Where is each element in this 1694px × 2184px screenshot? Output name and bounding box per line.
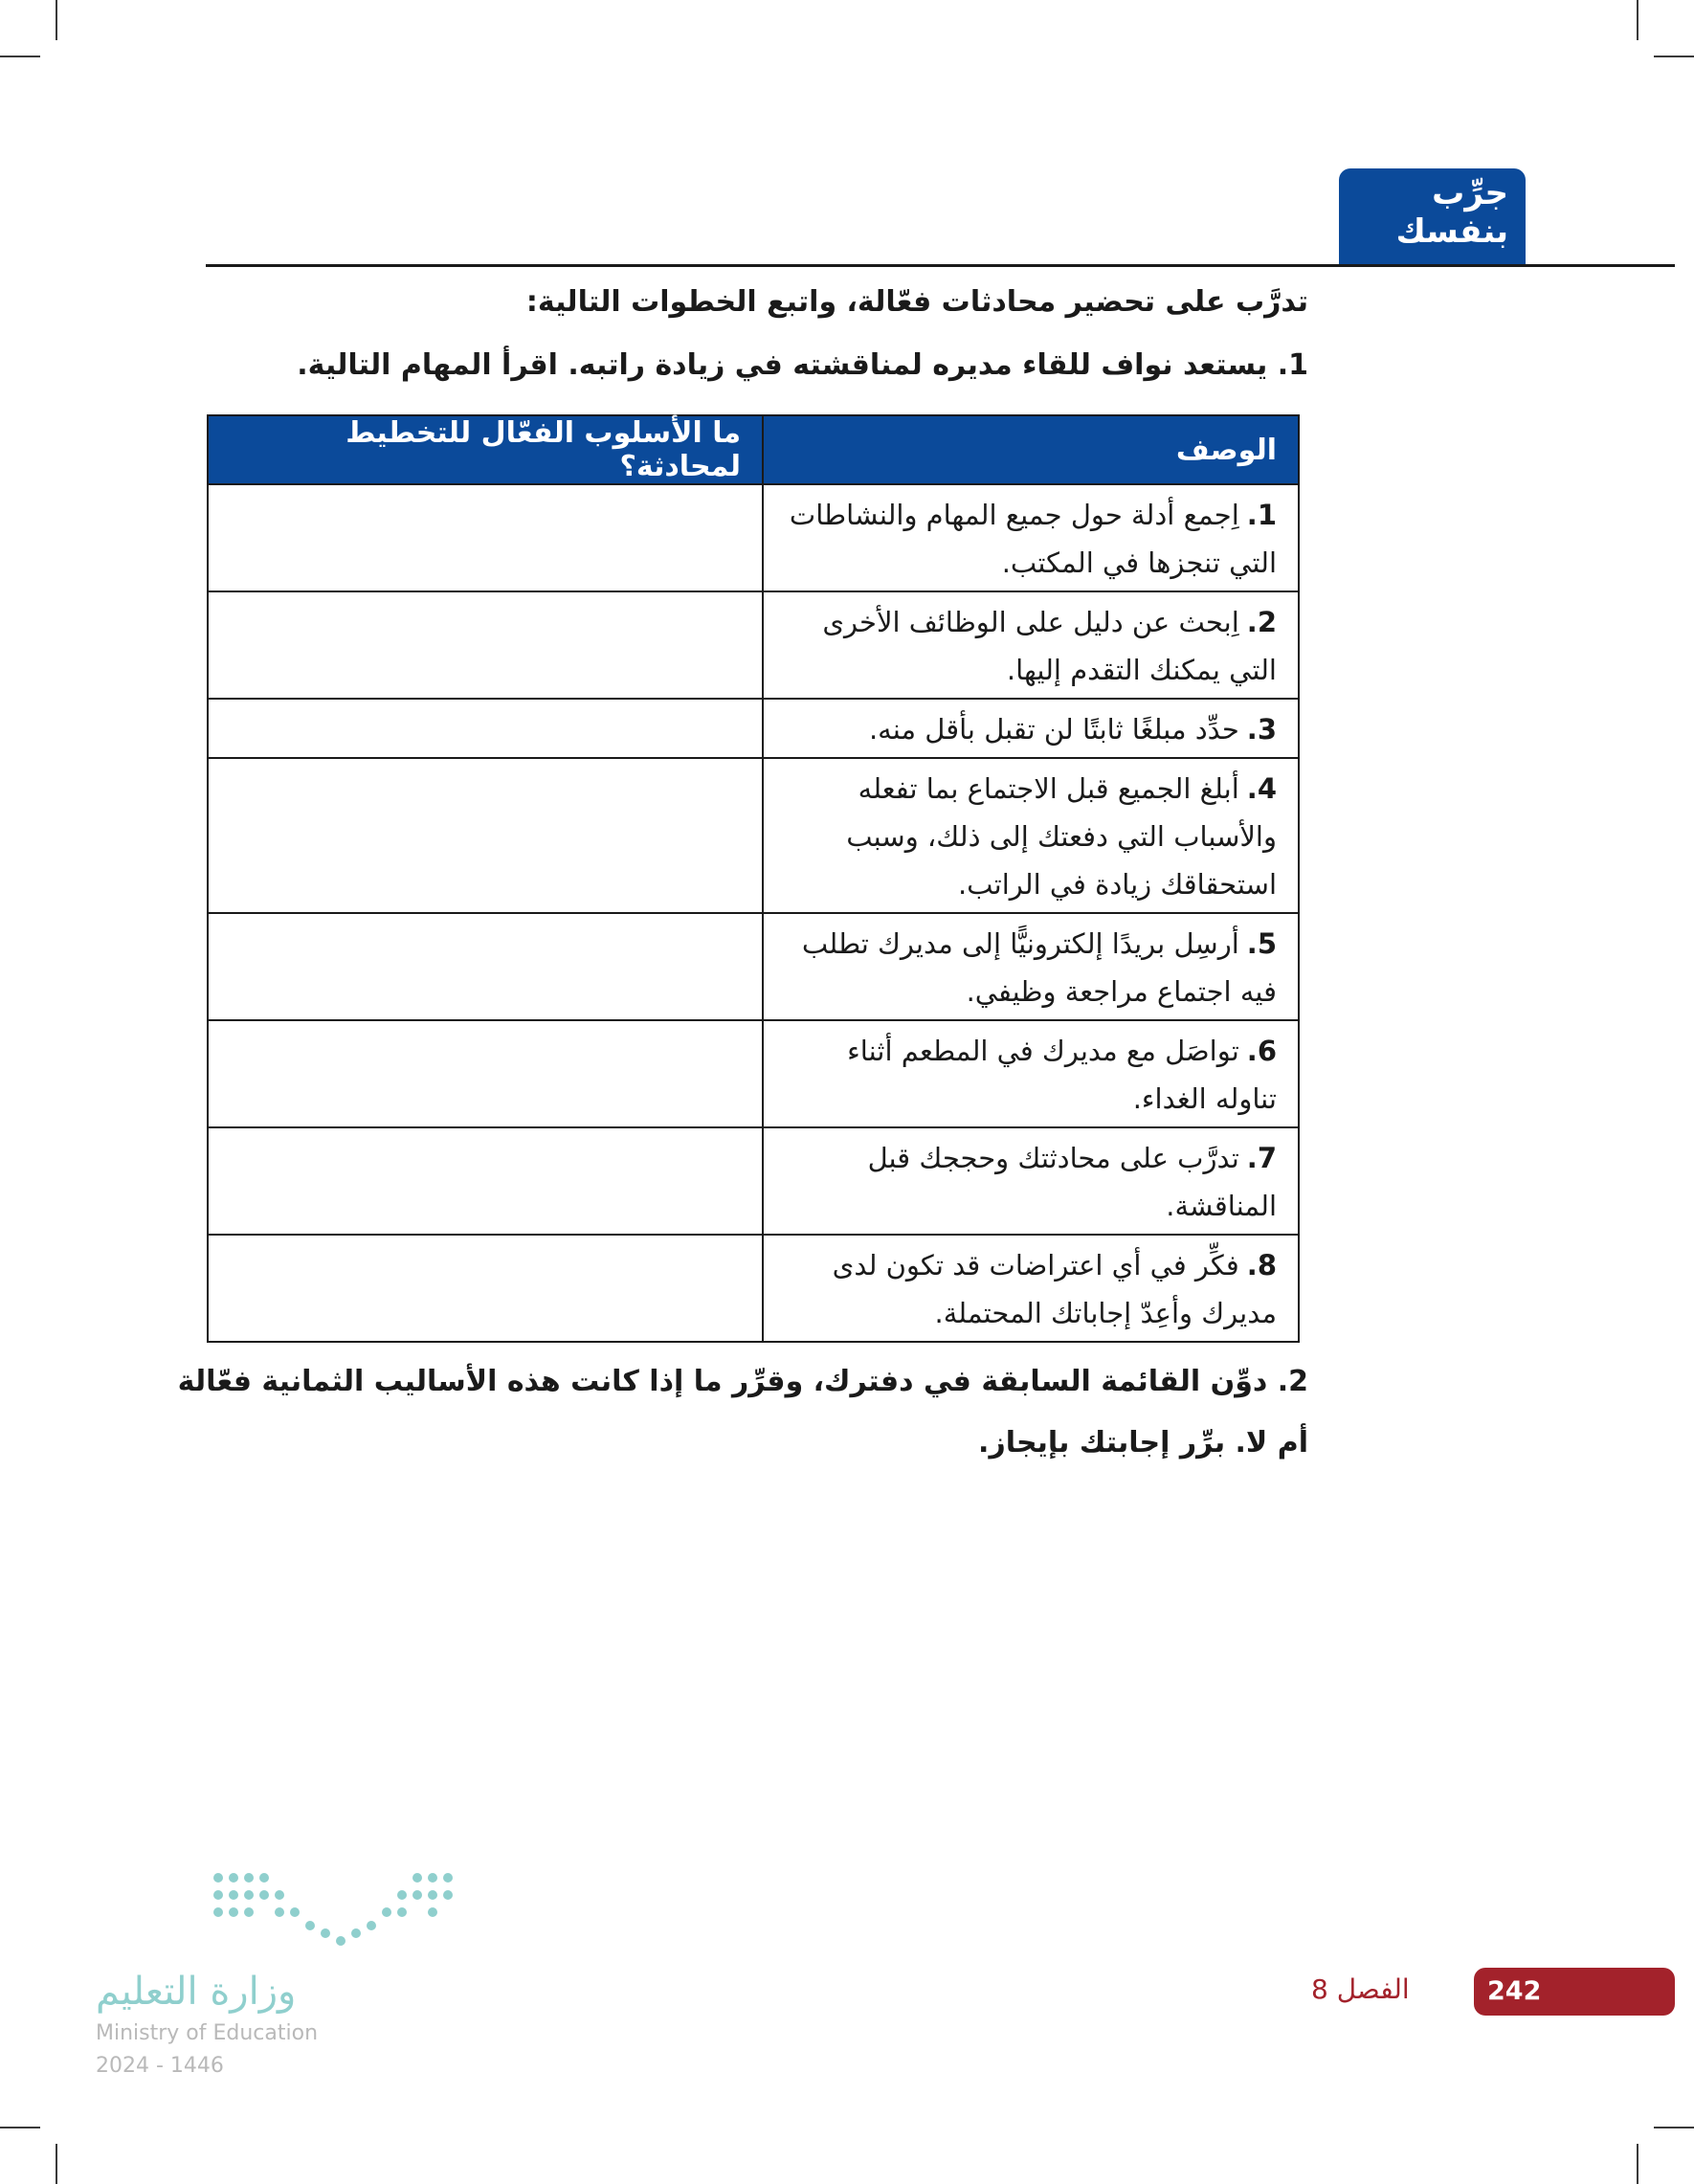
crop-mark — [56, 2144, 57, 2184]
row-text: حدِّد مبلغًا ثابتًا لن تقبل بأقل منه. — [868, 713, 1239, 746]
table-row — [208, 484, 1299, 591]
table-row — [208, 1235, 1299, 1342]
question-1: 1. يستعد نواف للقاء مديره لمناقشته في زيادة راتبه. اقرأ المهام التالية. — [297, 348, 1308, 382]
answer-cell[interactable] — [208, 484, 763, 591]
row-number: 6. — [1246, 1035, 1277, 1067]
answer-cell[interactable] — [208, 699, 763, 758]
description-cell — [763, 1020, 1299, 1127]
row-text: فكِّر في أي اعتراضات قد تكون لدى مديرك وأعِدّ إجاباتك المحتملة. — [832, 1249, 1277, 1329]
row-text: تدرَّب على محادثتك وحججك قبل المناقشة. — [867, 1142, 1277, 1222]
row-number: 3. — [1246, 713, 1277, 746]
crop-mark — [0, 56, 40, 57]
row-number: 4. — [1246, 772, 1277, 805]
logo-english-name: Ministry of Education — [96, 2021, 319, 2045]
crop-mark — [56, 0, 57, 40]
page-number: 242 — [1474, 1968, 1675, 2016]
row-number: 1. — [1246, 499, 1277, 531]
badge-line-2: بنفسك — [1395, 212, 1508, 251]
crop-mark — [1654, 56, 1694, 57]
description-cell — [763, 699, 1299, 758]
logo-year: 2024 - 1446 — [96, 2054, 224, 2078]
description-cell — [763, 484, 1299, 591]
table-row — [208, 1127, 1299, 1235]
answer-cell[interactable] — [208, 1235, 763, 1342]
try-yourself-badge — [1339, 168, 1526, 264]
answer-cell[interactable] — [208, 1020, 763, 1127]
section-divider — [206, 264, 1675, 267]
logo-dots-icon — [209, 1866, 553, 1952]
row-text: اِجمع أدلة حول جميع المهام والنشاطات التي تنجزها في المكتب. — [789, 499, 1277, 579]
table-row — [208, 1020, 1299, 1127]
header-description: الوصف — [763, 415, 1299, 484]
ministry-logo — [96, 1866, 479, 2096]
answer-cell[interactable] — [208, 1127, 763, 1235]
description-cell — [763, 913, 1299, 1020]
description-cell — [763, 591, 1299, 699]
row-number: 7. — [1246, 1142, 1277, 1174]
table-row — [208, 913, 1299, 1020]
table-header-row — [208, 415, 1299, 484]
table-row — [208, 699, 1299, 758]
badge-line-1: جرِّب — [1432, 174, 1508, 212]
logo-arabic-name: وزارة التعليم — [96, 1970, 297, 2014]
row-text: اِبحث عن دليل على الوظائف الأخرى التي يمكنك التقدم إليها. — [822, 606, 1277, 686]
crop-mark — [0, 2127, 40, 2128]
chapter-label: الفصل 8 — [1311, 1973, 1410, 2005]
tasks-table — [207, 414, 1300, 1343]
crop-mark — [1637, 0, 1638, 40]
description-cell — [763, 758, 1299, 913]
answer-cell[interactable] — [208, 913, 763, 1020]
crop-mark — [1637, 2144, 1638, 2184]
table-row — [208, 758, 1299, 913]
question-2: 2. دوِّن القائمة السابقة في دفترك، وقرِّر ما إذا كانت هذه الأساليب الثمانية فعّالة أم لا. برِّر إجابتك بإيجاز. — [177, 1365, 1308, 1460]
crop-mark — [1654, 2127, 1694, 2128]
row-text: تواصَل مع مديرك في المطعم أثناء تناوله الغداء. — [847, 1035, 1277, 1115]
table-row — [208, 591, 1299, 699]
description-cell — [763, 1127, 1299, 1235]
row-number: 8. — [1246, 1249, 1277, 1281]
row-number: 5. — [1246, 927, 1277, 960]
row-text: أرسِل بريدًا إلكترونيًّا إلى مديرك تطلب فيه اجتماع مراجعة وظيفي. — [801, 927, 1277, 1008]
description-cell — [763, 1235, 1299, 1342]
answer-cell[interactable] — [208, 591, 763, 699]
answer-cell[interactable] — [208, 758, 763, 913]
row-text: أبلغ الجميع قبل الاجتماع بما تفعله والأسباب التي دفعتك إلى ذلك، وسبب استحقاقك زيادة في الراتب. — [846, 772, 1277, 901]
row-number: 2. — [1246, 606, 1277, 638]
instruction-text: تدرَّب على تحضير محادثات فعّالة، واتبع الخطوات التالية: — [525, 285, 1308, 319]
header-method: ما الأسلوب الفعّال للتخطيط لمحادثة؟ — [208, 415, 763, 484]
